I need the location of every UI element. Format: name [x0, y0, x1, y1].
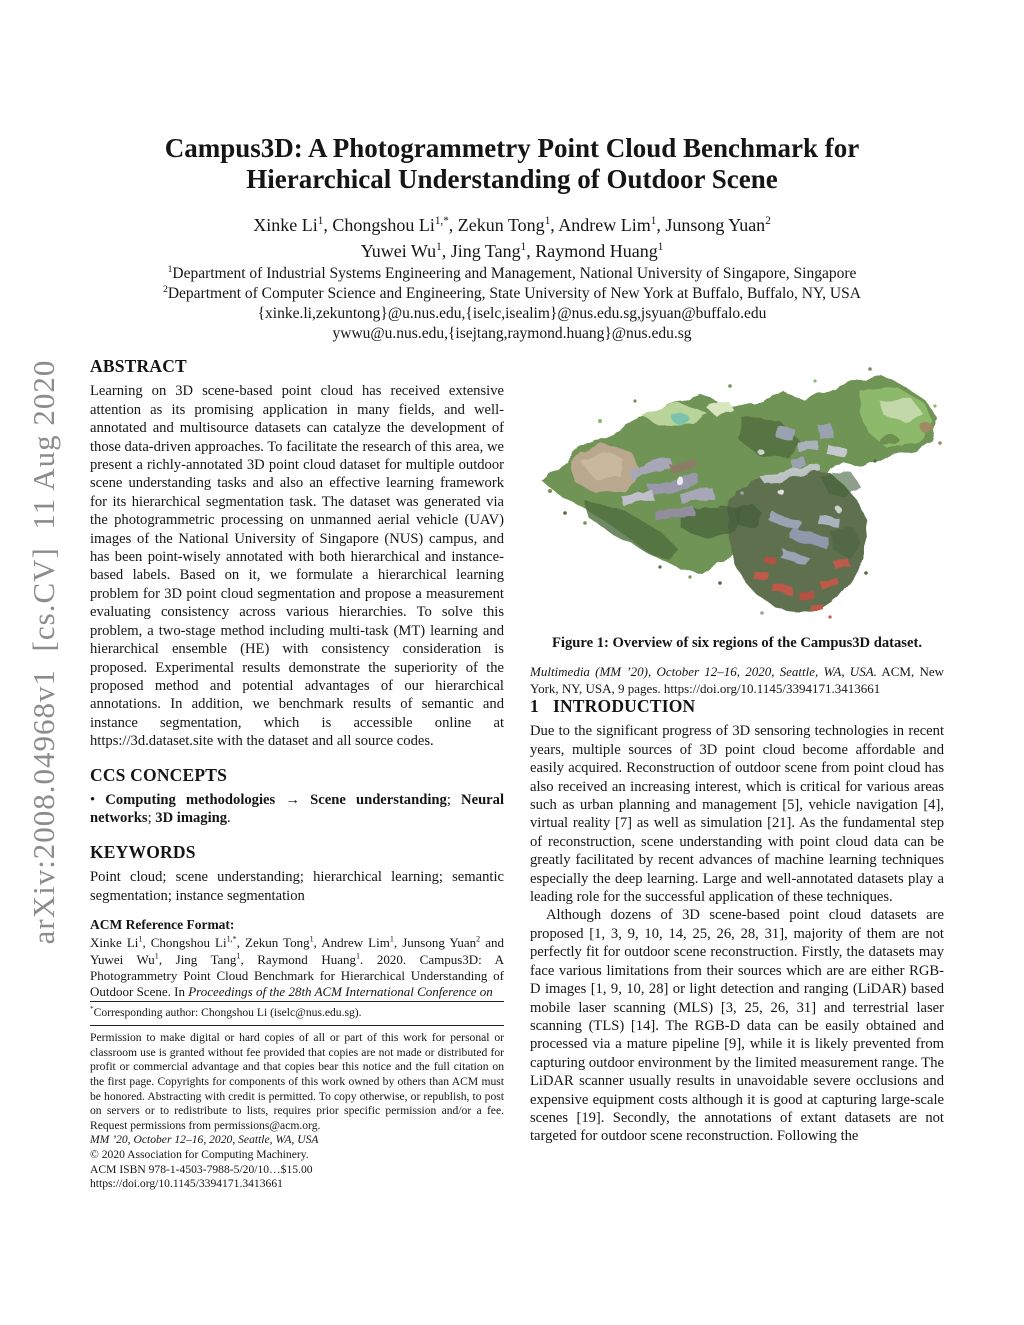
right-column	[530, 357, 944, 1192]
figure-1	[530, 360, 942, 624]
paper-title: Campus3D: A Photogrammetry Point Cloud Benchmark for Hierarchical Understanding of Outdoor Scene	[164, 133, 860, 194]
isbn-line: ACM ISBN 978-1-4503-7988-5/20/10…$15.00	[90, 1162, 313, 1176]
affiliation-2: $^2$Department of Computer Science and Engineering, State University of New York at Buffalo, Buffalo, NY, USA	[163, 283, 861, 302]
figure-1-caption: Figure 1: Overview of six regions of the Campus3D dataset.	[552, 635, 922, 651]
arxiv-watermark: arXiv:2008.04968v1 [cs.CV] 11 Aug 2020	[26, 359, 61, 945]
keywords-text: Point cloud; scene understanding; hierarchical learning; semantic segmentation; instance segmentation	[90, 869, 504, 904]
introduction-paragraph-1: Due to the significant progress of 3D sensoring technologies in recent years, multiple sources of 3D point cloud become affordable and easily acquired. Reconstruction of outdoor scene from point cloud has also received an increasing interest, which is critical for various areas such as urban planning and management [5], vehicle navigation [4], virtual reality [7] as well as simulation [21]. As the fundamental step of reconstruction, scene understanding with point cloud data can be greatly facilitated by recent advances of machine learning techniques especially the deep learning. Large and well-annotated datasets play a leading role for the successful application of these techniques.	[530, 723, 944, 906]
ccs-text: • Computing methodologies → Scene understanding; Neural networks; 3D imaging.	[90, 791, 505, 827]
section-title: INTRODUCTION	[552, 696, 696, 716]
author-line-2: Yuwei Wu$^1$, Jing Tang$^1$, Raymond Huang$^1$	[360, 241, 664, 261]
introduction-heading	[530, 697, 944, 715]
acm-reference-heading: ACM Reference Format:	[90, 916, 235, 932]
footnote-rule-top	[90, 1001, 504, 1002]
acm-reference-text: Xinke Li$^1$, Chongshou $Li^{1,*}$, Zekun Tong$^1$, Andrew Lim$^1$, Junsong Yuan$^2$ and Yuwei Wu$^1$, Jing Tang$^1$, Raymond Huang$^1$. 2020. Campus3D: A Photogrammetry Point Cloud Benchmark for Hierarchical Understanding of Outdoor Scene. In Proceedings of the 28th ACM International Conference on	[90, 935, 504, 1000]
campus-point-cloud-image	[530, 360, 942, 624]
corresponding-author-note: *Corresponding author: Chongshou Li (iselc@nus.edu.sg).	[90, 1004, 362, 1019]
abstract-text: Learning on 3D scene-based point cloud has received extensive attention as its promising application in many fields, and well-annotated and multisource datasets can catalyze the development of those data-driven approaches. To facilitate the research of this area, we present a richly-annotated 3D point cloud dataset for multiple outdoor scene understanding tasks and also an effective learning framework for its hierarchical segmentation task. The dataset was generated via the photogrammetric processing on unmanned aerial vehicle (UAV) images of the National University of Singapore (NUS) campus, and has been point-wisely annotated with both hierarchical and instance-based labels. Based on it, we formulate a hierarchical learning problem for 3D point cloud segmentation and propose a measurement evaluating consistency across various hierarchies. To solve this problem, a two-stage method including multi-task (MT) learning and hierarchical ensemble (HE) with consistency consideration is proposed. Experimental results demonstrate the superiority of the proposed method and potential advantages of our hierarchical annotations. In addition, we benchmark results of semantic and instance segmentation, which is accessible online at https://3d.dataset.site with the dataset and all source codes.	[90, 383, 504, 750]
footnote-block	[90, 1001, 504, 1192]
left-column	[90, 357, 504, 1190]
affiliation-1: $^1$Department of Industrial Systems Engineering and Management, National University of Singapore, Singapore	[167, 263, 857, 282]
doi-link[interactable]: https://doi.org/10.1145/3394171.3413661	[90, 1177, 283, 1191]
email-line-1: {xinke.li,zekuntong}@u.nus.edu,{iselc,isealim}@nus.edu.sg,jsyuan@buffalo.edu	[257, 305, 767, 322]
acm-citation-continuation: Multimedia (MM ’20), October 12–16, 2020, Seattle, WA, USA. ACM, New York, NY, USA, 9 pages. https://doi.org/10.1145/3394171.3413661	[530, 664, 944, 696]
permission-notice: Permission to make digital or hard copies of all or part of this work for personal or classroom use is granted without fee provided that copies are not made or distributed for profit or commercial advantage and that copies bear this notice and the full citation on the first page. Copyrights for components of this work owned by others than ACM must be honored. Abstracting with credit is permitted. To copy otherwise, or republish, to post on servers or to redistribute to lists, requires prior specific permission and/or a fee. Request permissions from permissions@acm.org.	[90, 1031, 504, 1132]
copyright-line: © 2020 Association for Computing Machinery.	[90, 1147, 309, 1161]
section-number: 1	[530, 696, 539, 716]
ccs-heading: CCS CONCEPTS	[90, 764, 228, 785]
keywords-heading: KEYWORDS	[90, 841, 196, 862]
introduction-paragraph-2: Although dozens of 3D scene-based point cloud datasets are proposed [1, 3, 9, 10, 14, 25, 26, 28, 31], majority of them are not perfectly fit for outdoor scene reconstruction. Firstly, the datasets may face various limitations from their sources which are are either RGB-D images [1, 9, 10, 28] or light detection and ranging (LiDAR) based mobile laser scanning (MLS) [3, 25, 26, 31] and terrestrial laser scanning (TLS) [14]. The RGB-D data can be easily obtained and processed via a mature pipeline [9], while it is likely prevented from capturing outdoor environment by the limited measurement range. The LiDAR scanner usually results in unavoidable severe occlusions and expensive equipment costs although it is good at capturing large-scale scenes [19]. Secondly, the annotations of extant datasets are not targeted for outdoor scene reconstruction. Following the	[530, 907, 944, 1145]
email-line-2: ywwu@u.nus.edu,{isejtang,raymond.huang}@nus.edu.sg	[332, 325, 692, 342]
abstract-heading: ABSTRACT	[90, 356, 187, 376]
footnote-rule-bottom	[90, 1025, 504, 1026]
authors-block	[0, 212, 1024, 344]
venue-line: MM ’20, October 12–16, 2020, Seattle, WA, USA	[90, 1133, 319, 1147]
author-line-1: Xinke Li$^1$, Chongshou $Li^{1,*}$, Zekun Tong$^1$, Andrew Lim$^1$, Junsong Yuan$^2$	[253, 215, 771, 235]
